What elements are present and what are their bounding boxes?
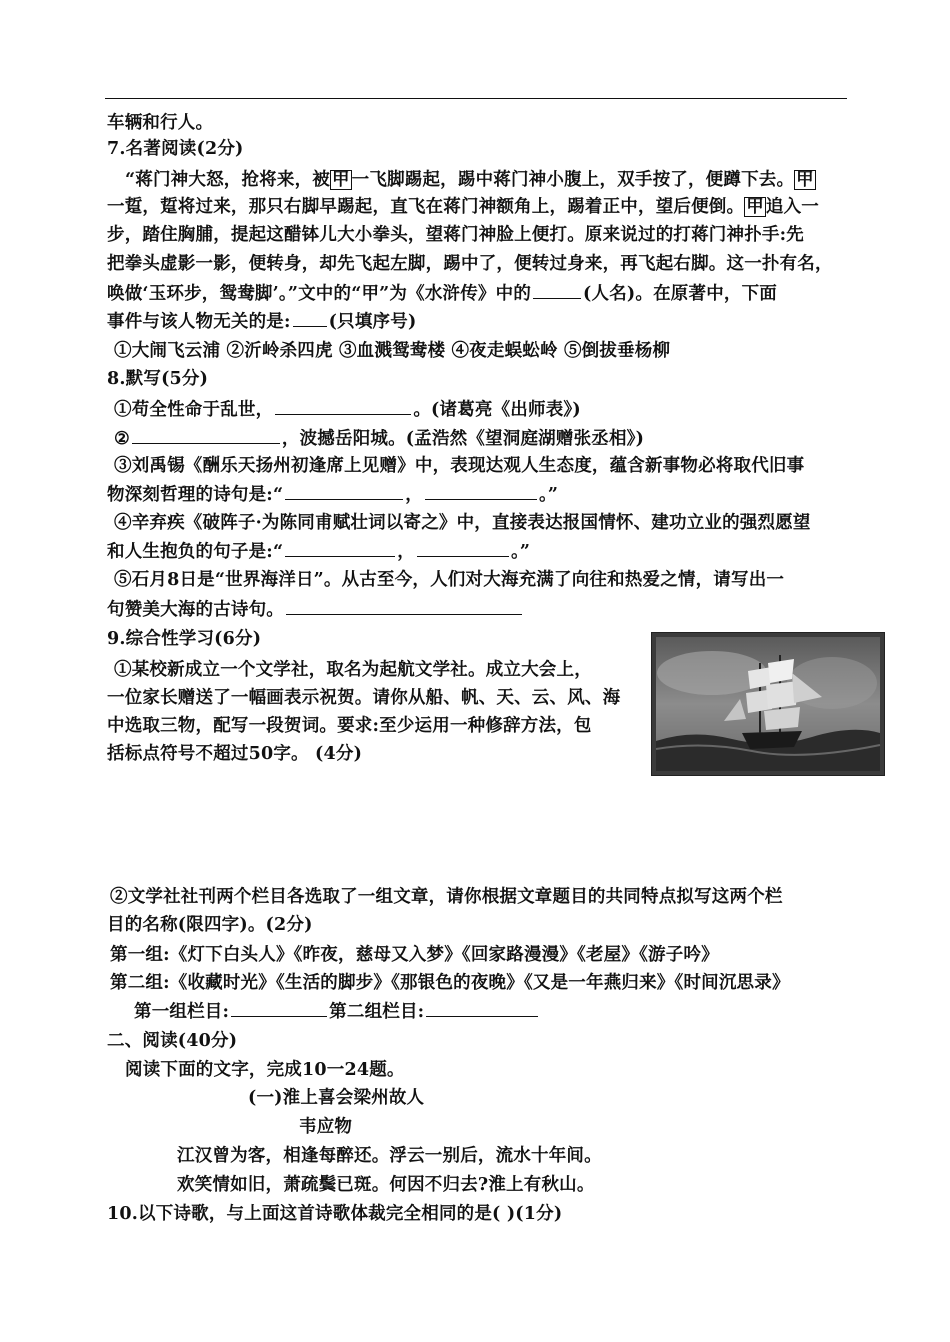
text: ①大闹飞云浦 ②沂岭杀四虎 ③血溅鸳鸯楼 ④夜走蜈蚣岭 ⑤倒拔垂杨柳 [114,341,671,361]
text: 把拳头虚影一影，便转身，却先飞起左脚，踢中了，便转过身来，再飞起右脚。这一扑有名， [107,254,833,274]
q9-group-2 [110,970,790,996]
q9-item-2-line-1 [110,884,783,910]
q9-title [107,626,261,652]
boxed-char: 甲 [331,170,350,190]
answer-blank[interactable] [425,481,537,500]
text: 第一组:《灯下白头人》《昨夜，慈母又入梦》《回家路漫漫》《老屋》《游子吟》 [110,945,719,965]
text: 7.名著阅读(2分) [107,139,244,159]
q8-item-3-cont [107,481,558,508]
q8-item-4 [114,510,811,536]
text: 步，踏住胸脯，提起这醋钵儿大小拳头，望蒋门神脸上便打。原来说过的打蒋门神扑手:先 [107,225,804,245]
q7-passage-line-4 [107,251,833,277]
text: 物深刻哲理的诗句是:“ [107,485,284,505]
answer-blank[interactable] [293,308,327,327]
q7-passage-line-5 [107,280,777,307]
q9-columns [134,998,540,1025]
text: 一飞脚踢起，踢中蒋门神小腹上，双手按了，便蹲下去。 [351,170,795,190]
poem-line-1 [177,1143,602,1169]
text: (只填序号) [328,312,417,332]
text: 目的名称(限四字)。(2分) [107,915,313,935]
q9-item-1-line-2 [107,685,620,711]
q9-item-1-line-1 [114,657,592,683]
boxed-char: 甲 [796,170,814,190]
text: 句赞美大海的古诗句。 [107,600,284,620]
boxed-char: 甲 [746,197,764,217]
text: (一)淮上喜会梁州故人 [248,1088,425,1108]
text: 车辆和行人。 [107,113,214,133]
text: 一踅，踅将过来，那只右脚早踢起，直飞在蒋门神额角上，踢着正中，望后便倒。 [107,197,745,217]
header-rule [105,98,847,99]
poem-line-2 [177,1172,595,1198]
q7-passage-line-3 [107,222,804,248]
q7-title [107,136,244,162]
text: 10.以下诗歌，与上面这首诗歌体裁完全相同的是( )(1分) [107,1204,563,1224]
q9-item-1-line-3 [107,713,592,739]
text: 第二组:《收藏时光》《生活的脚步》《那银色的夜晚》《又是一年燕归来》《时间沉思录》 [110,973,790,993]
text: ②文学社社刊两个栏目各选取了一组文章，请你根据文章题目的共同特点拟写这两个栏 [110,887,783,907]
text: 江汉曾为客，相逢每醉还。浮云一别后，流水十年间。 [177,1146,602,1166]
text: ，波撼岳阳城。(孟浩然《望洞庭湖赠张丞相》) [281,429,645,449]
sailing-ship-painting [651,632,885,776]
poem-title [248,1085,424,1111]
answer-blank[interactable] [533,280,581,299]
answer-blank[interactable] [132,425,280,444]
text: 韦应物 [299,1117,353,1137]
q10 [107,1201,562,1227]
text: 8.默写(5分) [107,369,209,389]
text: 追入一 [765,197,820,217]
text: ③刘禹锡《酬乐天扬州初逢席上见赠》中，表现达观人生态度，蕴含新事物必将取代旧事 [114,456,805,476]
answer-blank[interactable] [231,998,327,1017]
answer-blank[interactable] [285,481,403,500]
q7-options [114,338,670,364]
text: ④辛弃疾《破阵子·为陈同甫赋壮词以寄之》中，直接表达报国情怀、建功立业的强烈愿望 [114,513,811,533]
text: 一位家长赠送了一幅画表示祝贺。请你从船、帆、天、云、风、海 [107,688,621,708]
section-2-intro [125,1057,405,1083]
answer-blank[interactable] [426,998,538,1017]
ship-icon [652,633,884,775]
answer-blank[interactable] [285,538,395,557]
answer-blank[interactable] [286,596,522,615]
text: 阅读下面的文字，完成10一24题。 [125,1060,405,1080]
text: 。” [538,485,559,505]
text: ⑤石月8日是“世界海洋日”。从古至今，人们对大海充满了向往和热爱之情，请写出一 [114,570,785,590]
poem-author [299,1114,352,1140]
q9-item-2-line-2 [107,912,313,938]
text: 唤做‘玉环步，鸳鸯脚’。”文中的“甲”为《水浒传》中的 [107,284,532,304]
text: ② [114,429,130,449]
text: (人名)。在原著中，下面 [583,284,777,304]
text: 括标点符号不超过50字。 (4分) [107,744,363,764]
q8-item-4-cont [107,538,530,565]
text: ①苟全性命于乱世， [114,400,274,420]
q9-item-1-line-4 [107,741,362,767]
text: 二、阅读(40分) [107,1031,238,1051]
q8-item-5-cont [107,596,524,623]
text: 欢笑情如旧，萧疏鬓已斑。何因不归去?淮上有秋山。 [177,1175,595,1195]
text: 中选取三物，配写一段贺词。要求:至少运用一种修辞方法，包 [107,716,592,736]
text: 第二组栏目: [329,1002,425,1022]
q7-question-line [107,308,416,335]
q8-item-2 [114,425,644,452]
q7-passage-line-1 [125,167,816,193]
q9-group-1 [110,942,719,968]
text: 9.综合性学习(6分) [107,629,262,649]
section-2-title [107,1028,237,1054]
continued-text [107,110,213,136]
answer-blank[interactable] [417,538,509,557]
q8-item-3 [114,453,804,479]
text: ， [405,485,423,505]
text: ， [397,542,415,562]
text: 。” [510,542,531,562]
text: 。(诸葛亮《出师表》) [413,400,581,420]
answer-blank[interactable] [275,396,411,415]
text: “蒋门神大怒，抢将来，被 [125,170,330,190]
text: 和人生抱负的句子是:“ [107,542,284,562]
q8-item-1 [114,396,581,423]
q8-item-5 [114,567,784,593]
text: 事件与该人物无关的是: [107,312,291,332]
text: 第一组栏目: [134,1002,230,1022]
q8-title [107,366,208,392]
q7-passage-line-2 [107,194,819,220]
text: ①某校新成立一个文学社，取名为起航文学社。成立大会上， [114,660,592,680]
